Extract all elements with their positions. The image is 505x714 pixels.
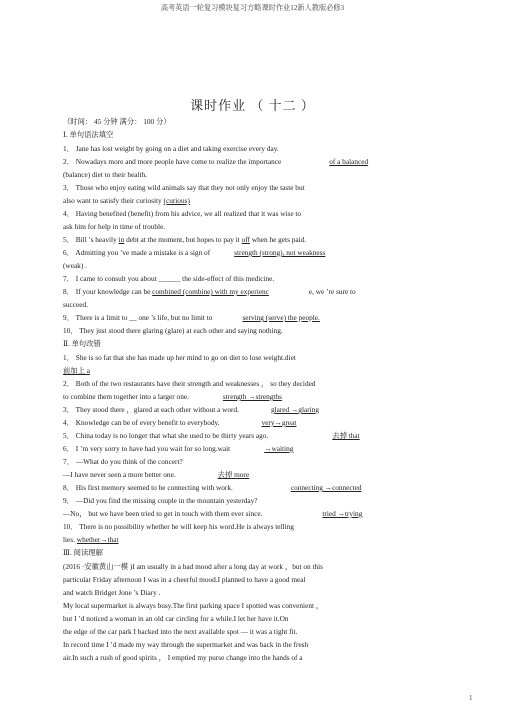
text: My local supermarket is always busy.The first parking space I spotted was convenient ，	[63, 601, 324, 610]
page-number: 1	[469, 694, 473, 702]
text: —No， but we have been tried to get in touch with them ever since.	[63, 509, 263, 518]
q3-line-4	[63, 601, 323, 610]
text: (2016 ·安徽黄山一模 )I am usually in a bad mood after a long day at work ，but on this	[63, 562, 324, 571]
q2-line-1	[63, 353, 358, 362]
text: succeed.	[63, 300, 88, 309]
text: particular Friday afternoon I was in a cheerful mood.I planned to have a good meal	[63, 575, 306, 584]
text: 7． —What do you think of the concert?	[63, 457, 183, 466]
answer: serving (serve) the people.	[242, 313, 320, 322]
q3-line-7	[63, 640, 308, 649]
text: the edge of the car park I backed into the next available spot — it was a tight fit.	[63, 627, 298, 636]
answer: in	[118, 235, 125, 244]
answer: strength (strong), not weakness	[234, 248, 326, 257]
text: 1． Jane has lost weight by going on a diet and taking exercise every day.	[63, 144, 279, 153]
q2-line-2	[63, 366, 90, 375]
text: lies.	[63, 535, 75, 544]
q3-line-8	[63, 653, 303, 662]
text: when he gets paid.	[251, 235, 307, 244]
text: 5． China today is no longer that what she used to be thirty years ago.	[63, 431, 269, 440]
text: 3． They stood there ，glared at each other without a word.	[63, 405, 239, 414]
text: 2． Nowadays more and more people have come to realize the importance	[63, 157, 282, 166]
answer: 前加上 a	[63, 366, 90, 375]
q2-line-6	[63, 418, 302, 427]
text: —I have never seen a more better one.	[63, 470, 176, 479]
page-header: 高考英语一轮复习模块复习方略课时作业12新人教版必修3	[160, 4, 345, 12]
q1-line-13	[63, 300, 88, 309]
answer: 去掉 more	[217, 470, 250, 479]
answer: 去掉 that	[332, 431, 360, 440]
answer: strength →strengths	[222, 392, 282, 401]
q1-line-8	[63, 235, 306, 244]
section-heading-1: Ⅰ. 单句语法填空	[63, 130, 114, 139]
text: In record time I ’d made my way through the supermarket and was back in the fresh	[63, 640, 309, 649]
q3-line-3	[63, 588, 160, 597]
time-score-meta: （时间： 45 分钟 满分： 100 分）	[63, 117, 171, 126]
section-heading-3: Ⅲ. 阅读理解	[63, 548, 103, 557]
q1-line-5	[63, 196, 206, 205]
text: ask him for help in time of trouble.	[63, 222, 166, 231]
answer: →waiting	[264, 444, 294, 453]
answer: connecting →connected	[290, 483, 362, 492]
q2-line-13	[63, 509, 366, 518]
text: 6． Admitting you ’ve made a mistake is a sign of	[63, 248, 211, 257]
q3-line-2	[63, 575, 306, 584]
text: 4． Knowledge can be of every benefit to everybody.	[63, 418, 220, 427]
text: but I ’d noticed a woman in an old car circling for a while.I let her have it.On	[63, 614, 289, 623]
answer: glared →glaring	[270, 405, 319, 414]
section-heading-2: Ⅱ. 单句改错	[63, 339, 101, 348]
q1-line-4	[63, 183, 305, 192]
text: (weak) .	[63, 261, 87, 270]
q3-line-1	[63, 562, 323, 571]
q2-line-10	[63, 470, 249, 479]
answer: whether→that	[76, 535, 119, 544]
q1-line-2	[63, 157, 368, 166]
text: 8． His first memory seemed to be connecting with work.	[63, 483, 233, 492]
q1-line-11	[63, 274, 274, 283]
q3-line-6	[63, 627, 297, 636]
q2-line-9	[63, 457, 183, 466]
q2-line-8	[63, 444, 303, 453]
q1-line-10	[63, 261, 87, 270]
answer: (curious)	[163, 196, 190, 205]
text: 6． I ’m very sorry to have had you wait for so long.wait	[63, 444, 231, 453]
text: also want to satisfy their curiosity	[63, 196, 162, 205]
q1-line-1	[63, 144, 279, 153]
text: 9． There is a limit to __ one ’s life, but no limit to	[63, 313, 213, 322]
text: air.In such a rush of good spirits ， I emptied my purse change into the hands of a	[63, 653, 303, 662]
text: 5． Bill ’s heavily	[63, 235, 117, 244]
text: e, we ’re sure to	[308, 287, 356, 296]
q2-line-5	[63, 405, 325, 414]
text: 9． —Did you find the missing couple in the mountain yesterday?	[63, 496, 258, 505]
text: 3． Those who enjoy eating wild animals say that they not only enjoy the taste but	[63, 183, 305, 192]
q1-line-15	[63, 326, 283, 335]
answer: of a balanced	[329, 157, 369, 166]
q1-line-14	[63, 313, 320, 322]
text: 10． They just stood there glaring (glare) at each other and saying nothing.	[63, 326, 283, 335]
answer: off	[241, 235, 250, 244]
q1-line-3	[63, 170, 147, 179]
text: 7． I came to consult you about ______ the side-effect of this medicine.	[63, 274, 275, 283]
text: (balance) diet to their health.	[63, 170, 148, 179]
q3-line-5	[63, 614, 289, 623]
q1-line-6	[63, 209, 301, 218]
text: 10． There is no possibility whether he will keep his word.He is always telling	[63, 522, 294, 531]
answer: very→great	[261, 418, 297, 427]
q2-line-14	[63, 522, 294, 531]
text: and watch Bridget Jone ’s Diary .	[63, 588, 161, 597]
answer: tried →trying	[322, 509, 363, 518]
q1-line-9	[63, 248, 339, 257]
q1-line-12	[63, 287, 356, 296]
text: to combine them together into a larger one.	[63, 392, 189, 401]
q2-line-12	[63, 496, 258, 505]
q2-line-4	[63, 392, 290, 401]
answer: combined (combine) with my experienc	[152, 287, 269, 296]
text: 1． She is so fat that she has made up her mind to go on diet to lose weight.diet	[63, 353, 296, 362]
page-title: 课时作业 （ 十二 ）	[190, 98, 315, 113]
q2-line-7	[63, 431, 360, 440]
q2-line-11	[63, 483, 366, 492]
text: debt at the moment, but hopes to pay it	[126, 235, 240, 244]
q2-line-3	[63, 379, 316, 388]
q1-line-7	[63, 222, 165, 231]
q2-line-15	[63, 535, 127, 544]
text: 8． If your knowledge can be	[63, 287, 151, 296]
text: 2． Both of the two restaurants have their strength and weaknesses ， so they decided	[63, 379, 316, 388]
text: 4． Having benefited (benefit) from his advice, we all realized that it was wise to	[63, 209, 302, 218]
